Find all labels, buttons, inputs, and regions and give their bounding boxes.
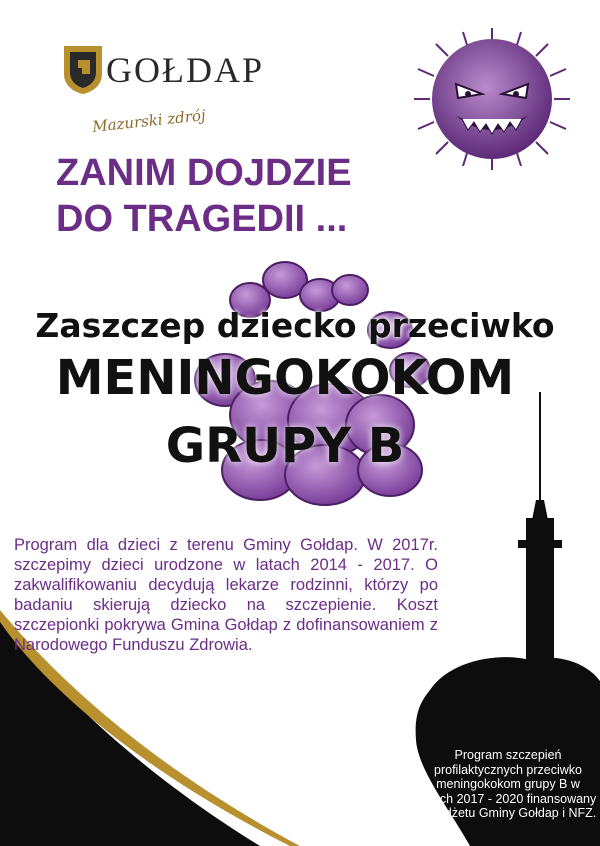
vaccine-line-1: Zaszczep dziecko przeciwko — [35, 306, 555, 345]
vaccine-line-2: MENINGOKOKOM — [55, 350, 515, 406]
program-description: Program dla dzieci z terenu Gminy Gołdap. W 2017r. szczepimy dzieci urodzone w latach 2014 - 2017. O zakwalifikowaniu decydują lekarze rodzinni, którzy po badaniu skierują dziecko na szczepienie. Koszt szczepionki pokrywa Gmina Gołdap z dofinansowaniem z Narodowego Funduszu Zdrowia. — [14, 536, 438, 654]
logo-tagline: Mazurski zdrój — [91, 106, 207, 136]
headline — [56, 150, 416, 242]
logo-brand-text: GOŁDAP — [106, 50, 265, 90]
headline-line-2: DO TRAGEDII ... — [56, 198, 348, 240]
goldap-logo — [62, 44, 264, 96]
funding-note: Program szczepień profilaktycznych przeciwko meningokokom grupy B w latach 2017 - 2020 finansowany z Budżetu Gminy Gołdap i NFZ. — [419, 748, 597, 820]
headline-line-1: ZANIM DOJDZIE — [56, 152, 352, 194]
virus-illustration-icon — [408, 24, 576, 174]
logo-shield-icon — [62, 44, 104, 96]
vaccine-line-3: GRUPY B — [165, 418, 405, 474]
